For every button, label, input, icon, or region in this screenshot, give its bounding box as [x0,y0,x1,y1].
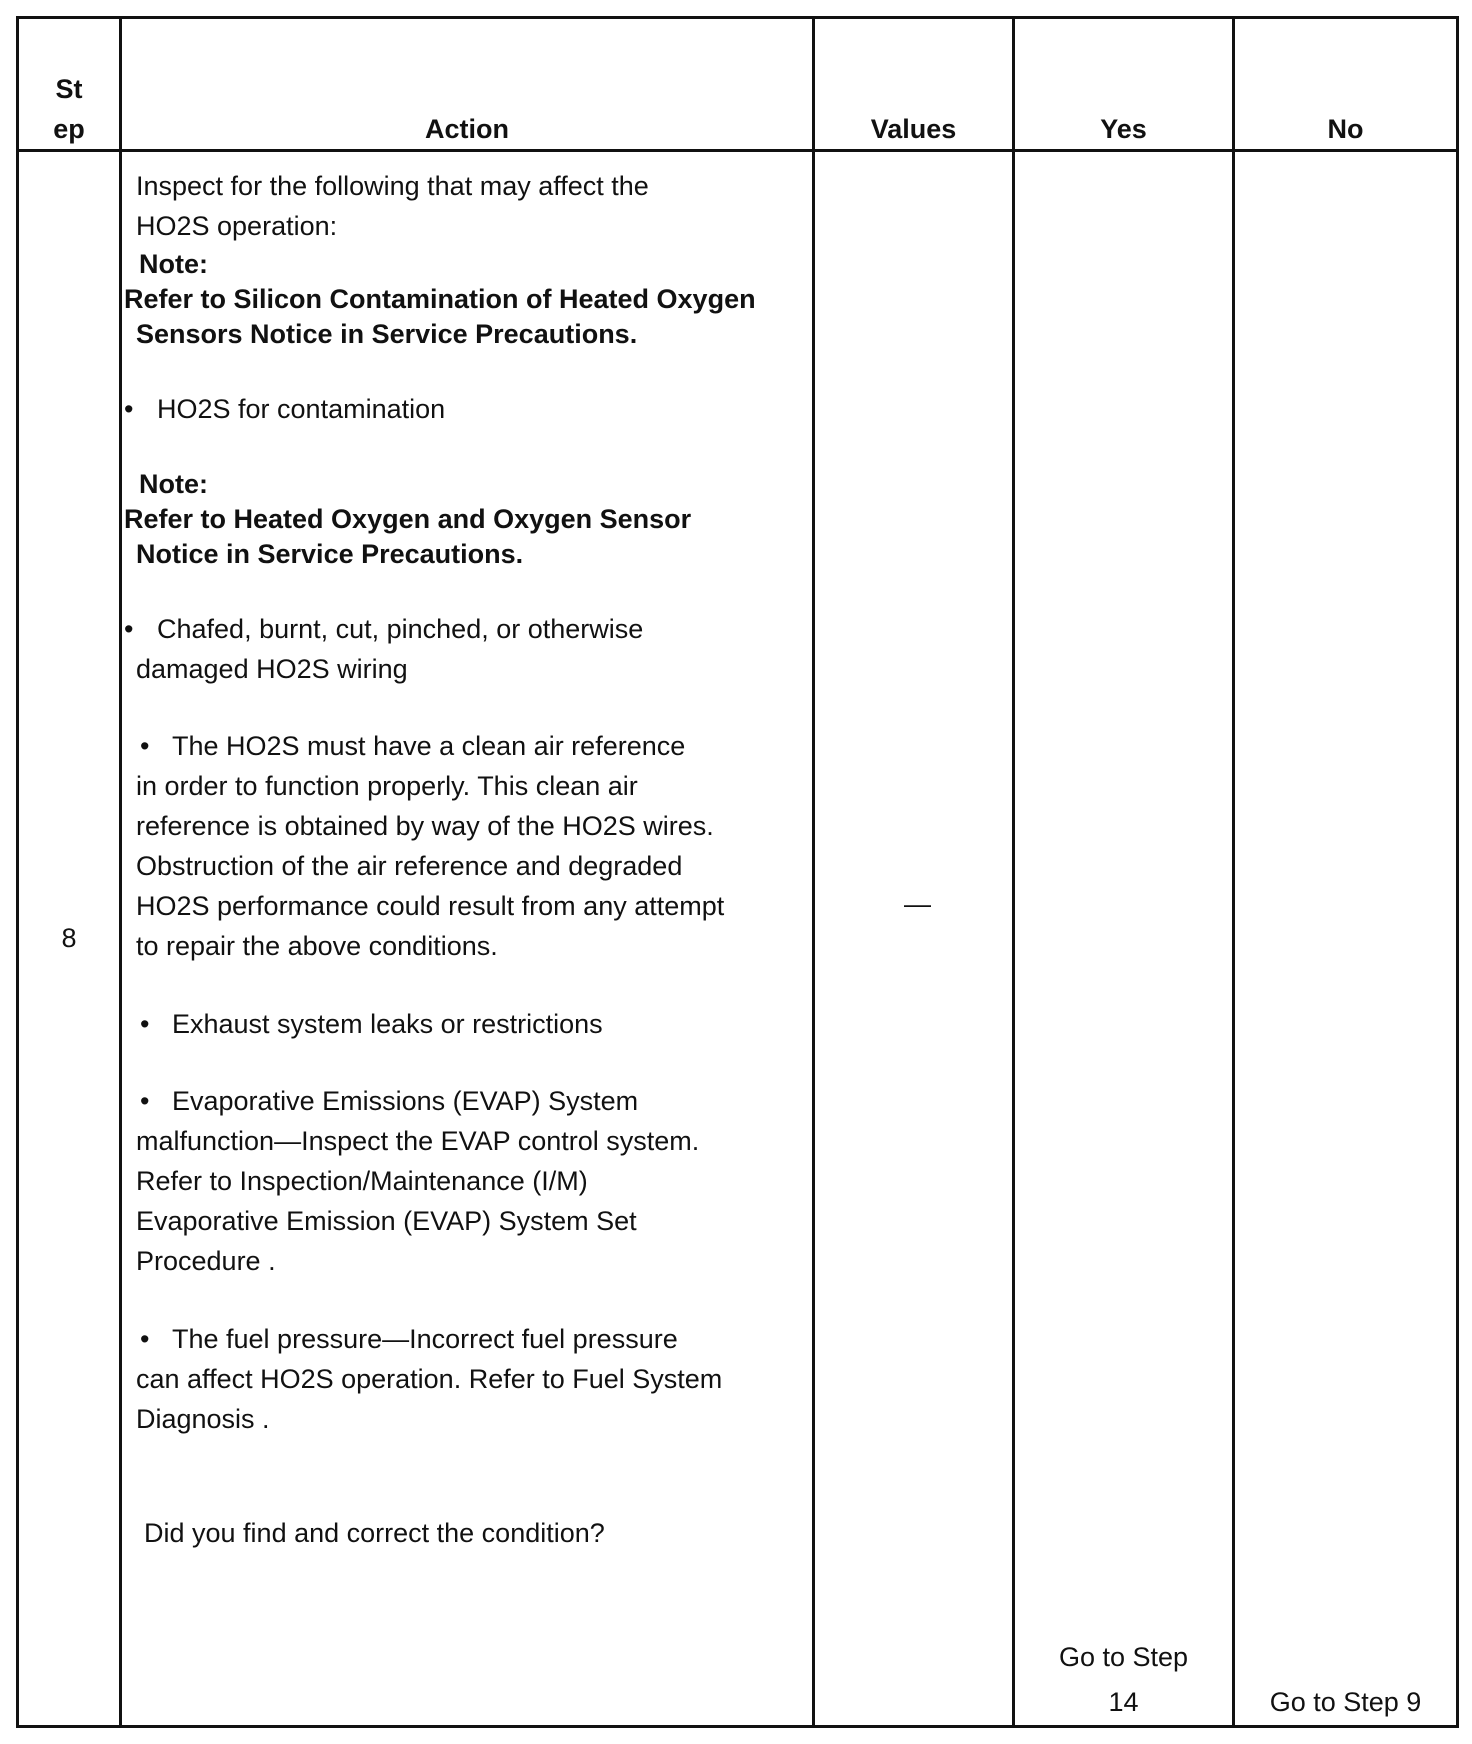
header-no: No [1234,18,1458,151]
yes-line-1: Go to Step [1058,1642,1189,1672]
item-3-line-5: HO2S performance could result from any attempt [136,891,725,921]
item-5-line-2: malfunction—Inspect the EVAP control system. [136,1126,700,1156]
item-3-line-3: reference is obtained by way of the HO2S wires. [136,811,714,841]
bullet-2: • [124,614,134,644]
header-action: Action [121,18,814,151]
item-2-line-1: Chafed, burnt, cut, pinched, or otherwise [157,614,644,644]
bullet-3: • [140,731,150,761]
header-step-line1: St [55,74,83,104]
action-cell [121,151,814,1727]
item-1: HO2S for contamination [157,394,446,424]
bullet-4: • [140,1009,150,1039]
item-2-line-2: damaged HO2S wiring [136,654,408,684]
values-cell [814,151,1014,1727]
intro-line-1: Inspect for the following that may affect the [136,171,649,201]
item-6-line-2: can affect HO2S operation. Refer to Fuel System [136,1364,723,1394]
item-5-line-5: Procedure . [136,1246,276,1276]
item-5-line-1: Evaporative Emissions (EVAP) System [172,1086,639,1116]
no-cell: Go to Step 9 [1234,151,1458,1727]
note-2-line-1: Refer to Heated Oxygen and Oxygen Sensor [124,504,692,534]
note-2-line-2: Notice in Service Precautions. [136,539,524,569]
intro-line-2: HO2S operation: [136,211,338,241]
note-1-line-2: Sensors Notice in Service Precautions. [136,319,638,349]
note-1-label: Note: [139,249,208,279]
item-3-line-4: Obstruction of the air reference and degraded [136,851,683,881]
item-3-line-1: The HO2S must have a clean air reference [172,731,686,761]
item-5-line-3: Refer to Inspection/Maintenance (I/M) [136,1166,588,1196]
item-3-line-6: to repair the above conditions. [136,931,498,961]
item-6-line-3: Diagnosis . [136,1404,270,1434]
bullet-1: • [124,394,134,424]
item-5-line-4: Evaporative Emission (EVAP) System Set [136,1206,637,1236]
yes-line-2: 14 [1108,1687,1139,1717]
header-values: Values [814,18,1014,151]
yes-cell [1014,151,1234,1727]
item-3-line-2: in order to function properly. This clean air [136,771,638,801]
bullet-6: • [140,1324,150,1354]
header-step-line2: ep [53,114,85,144]
diagnostic-table [16,16,1459,1728]
header-yes: Yes [1014,18,1234,151]
note-1-line-1: Refer to Silicon Contamination of Heated Oxygen [124,284,756,314]
item-6-line-1: The fuel pressure—Incorrect fuel pressure [172,1324,678,1354]
question: Did you find and correct the condition? [144,1518,605,1548]
header-step [18,18,121,151]
values-dash: — [904,889,931,919]
item-4: Exhaust system leaks or restrictions [172,1009,603,1039]
table-row [18,151,1458,1727]
bullet-5: • [140,1086,150,1116]
note-2-label: Note: [139,469,208,499]
step-number: 8 [18,151,121,1727]
header-row [18,18,1458,151]
